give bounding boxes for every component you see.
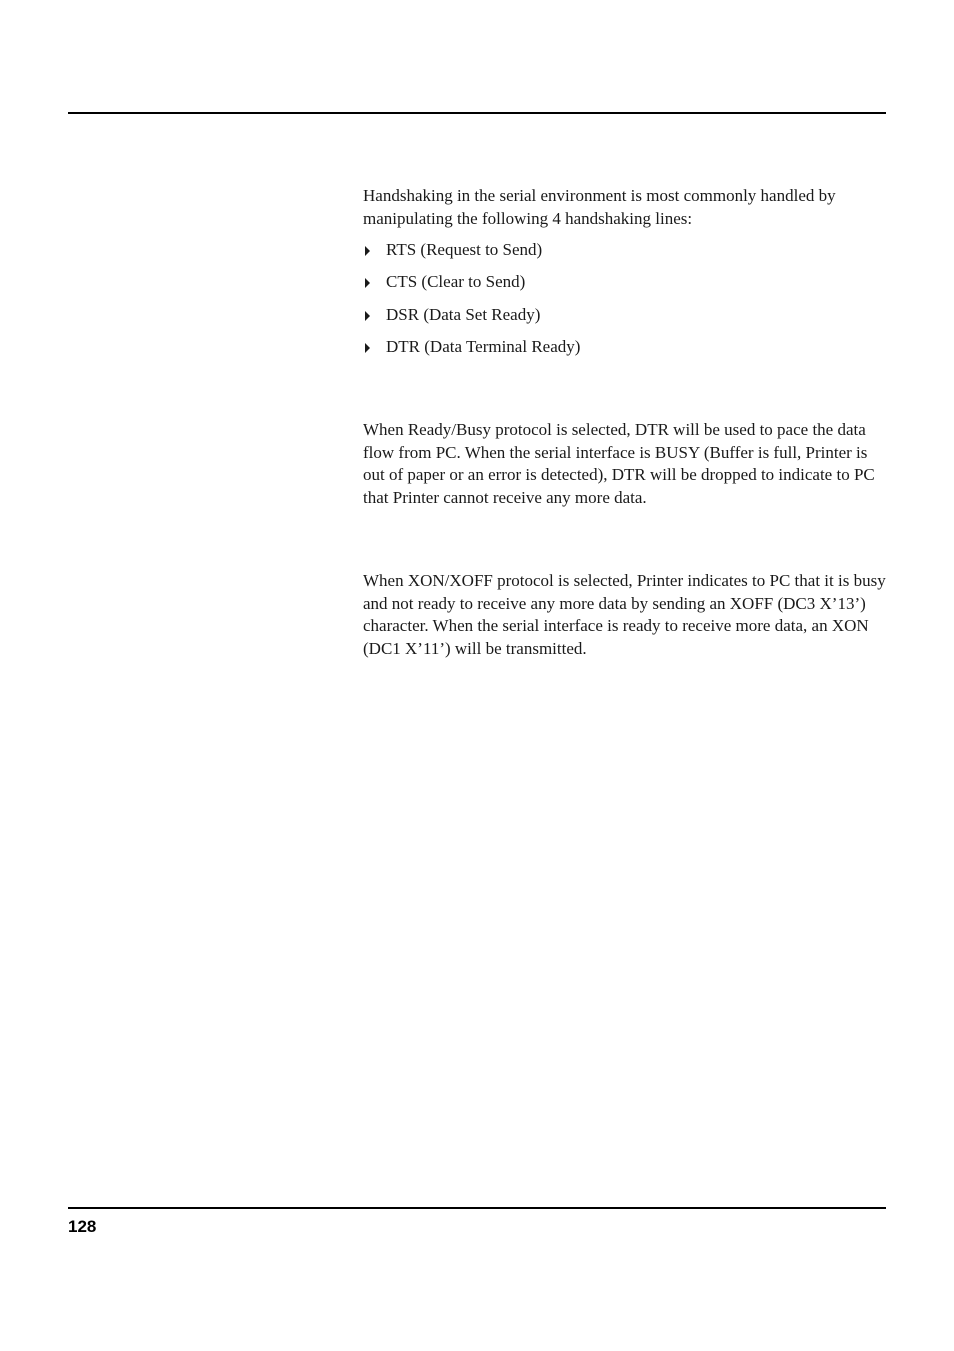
list-item-text: DSR (Data Set Ready) <box>386 304 541 324</box>
xon-xoff-paragraph: When XON/XOFF protocol is selected, Printer indicates to PC that it is busy and not ready to receive any more data by sending an XOFF (DC3 X’13’) character. When the serial interface is ready to receive more data, an XON (DC1 X’11’) will be transmitted. <box>363 571 886 658</box>
ready-busy-section <box>363 419 888 509</box>
list-item-text: CTS (Clear to Send) <box>386 272 526 292</box>
list-item-text: DTR (Data Terminal Ready) <box>386 336 581 356</box>
page-number: 128 <box>68 1217 97 1236</box>
triangle-right-icon <box>365 311 370 321</box>
header-rule <box>68 112 886 114</box>
intro-paragraph: Handshaking in the serial environment is most commonly handled by manipulating the following 4 handshaking lines: <box>363 186 836 228</box>
list-item <box>363 304 888 327</box>
intro-section <box>363 185 888 368</box>
list-item-text: RTS (Request to Send) <box>386 240 543 259</box>
triangle-right-icon <box>365 278 370 288</box>
triangle-right-icon <box>365 343 370 353</box>
ready-busy-paragraph: When Ready/Busy protocol is selected, DTR will be used to pace the data flow from PC. When the serial interface is BUSY (Buffer is full, Printer is out of paper or an error is detected), DTR will be dropped to indicate to PC that Printer cannot receive any more data. <box>363 420 875 507</box>
xon-xoff-section <box>363 570 888 660</box>
list-item <box>363 239 888 262</box>
footer-rule <box>68 1207 886 1209</box>
handshaking-lines-list <box>363 239 888 358</box>
list-item <box>363 336 888 359</box>
triangle-right-icon <box>365 246 370 256</box>
list-item <box>363 271 888 294</box>
